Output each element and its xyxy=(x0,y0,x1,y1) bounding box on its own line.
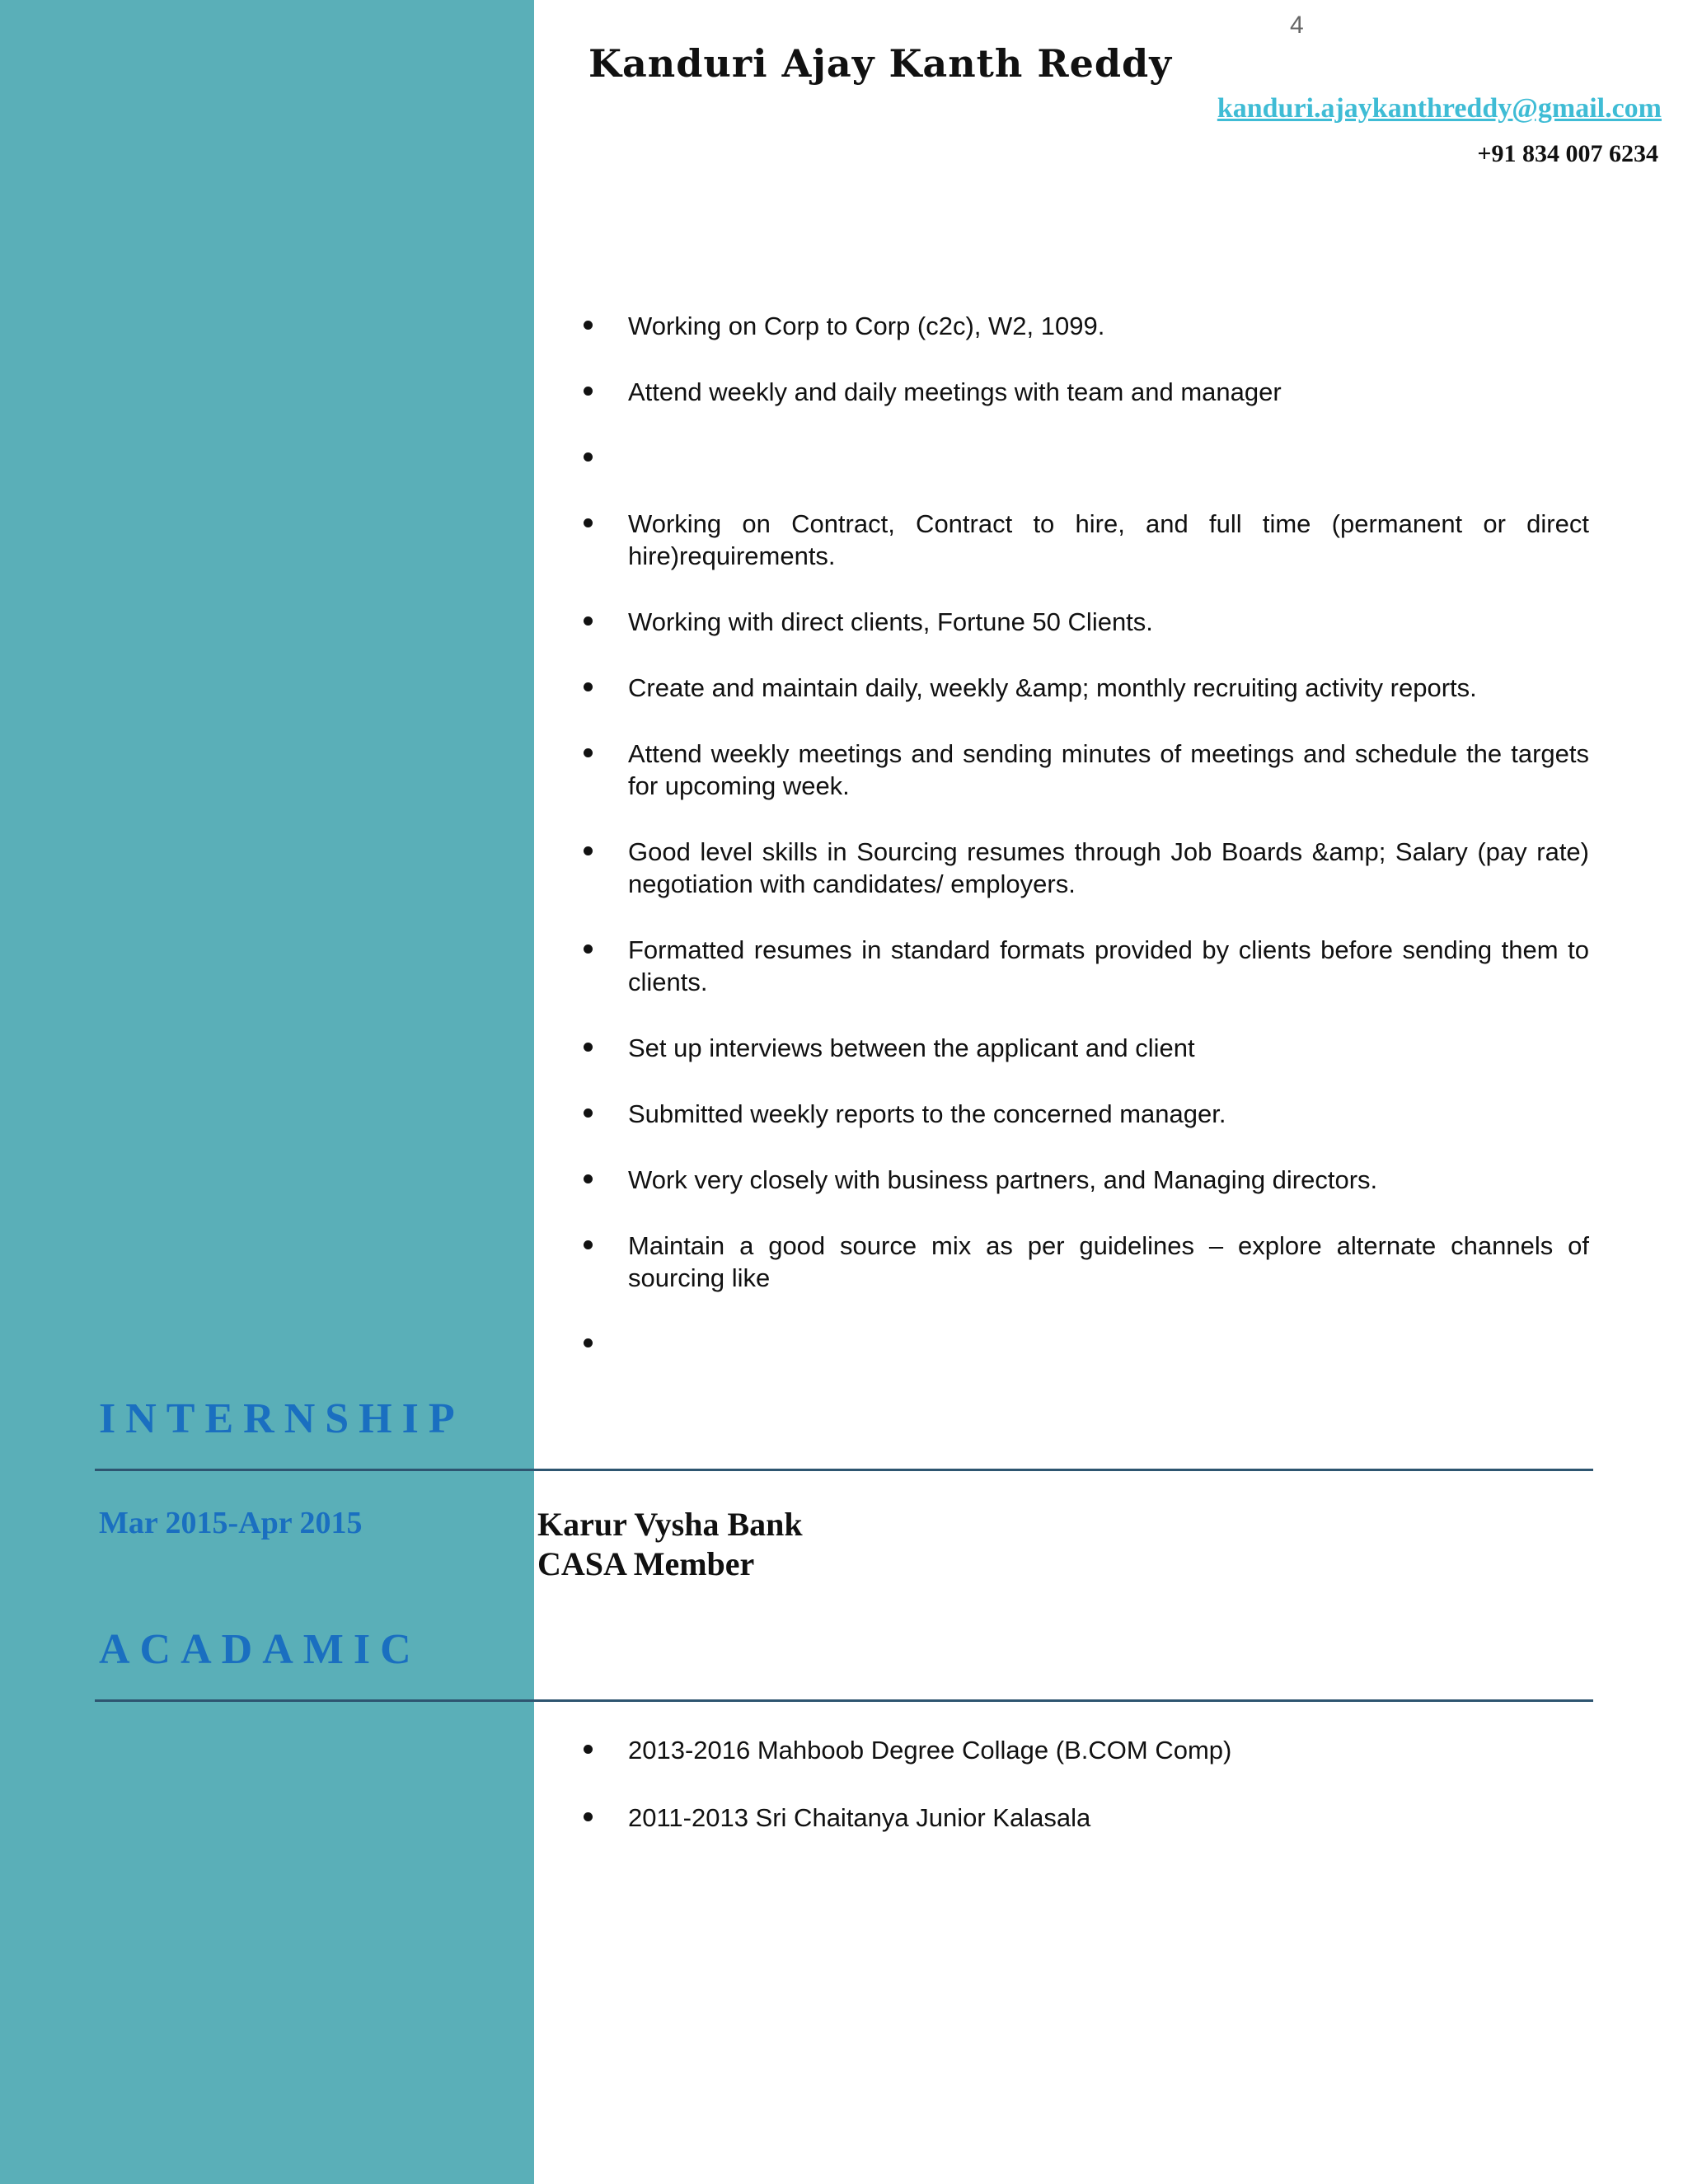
candidate-name: Kanduri Ajay Kanth Reddy xyxy=(588,41,1172,86)
bullet-dot-icon xyxy=(584,387,593,396)
bullet-dot-icon xyxy=(584,1338,593,1347)
bullet-text: Create and maintain daily, weekly &amp; monthly recruiting activity reports. xyxy=(628,673,1477,702)
experience-bullet-item xyxy=(577,738,1589,802)
page-number: 4 xyxy=(1290,12,1304,39)
experience-bullet-item xyxy=(577,508,1589,572)
academic-divider xyxy=(95,1699,1593,1702)
bullet-text: Formatted resumes in standard formats provided by clients before sending them to clients. xyxy=(628,935,1589,996)
bullet-dot-icon xyxy=(584,1043,593,1052)
experience-bullet-item xyxy=(577,836,1589,900)
bullet-text: Submitted weekly reports to the concerned manager. xyxy=(628,1099,1226,1128)
experience-bullet-item xyxy=(577,1230,1589,1294)
bullet-text: Set up interviews between the applicant and client xyxy=(628,1033,1195,1062)
experience-bullet-item xyxy=(577,934,1589,998)
experience-bullet-item xyxy=(577,1098,1589,1130)
bullet-text: Working with direct clients, Fortune 50 Clients. xyxy=(628,607,1153,636)
bullet-dot-icon xyxy=(584,616,593,626)
left-sidebar xyxy=(0,0,534,2184)
bullet-dot-icon xyxy=(584,944,593,954)
email-link[interactable]: kanduri.ajaykanthreddy@gmail.com xyxy=(1217,93,1662,124)
experience-bullet-item xyxy=(577,1328,1589,1360)
bullet-text: Maintain a good source mix as per guidelines – explore alternate channels of sourcing like xyxy=(628,1231,1589,1292)
bullet-text: Working on Contract, Contract to hire, and full time (permanent or direct hire)requirements. xyxy=(628,509,1589,570)
experience-list xyxy=(577,310,1589,1394)
academic-text: 2013-2016 Mahboob Degree Collage (B.COM Comp) xyxy=(628,1736,1232,1765)
internship-heading: INTERNSHIP xyxy=(99,1395,465,1442)
bullet-dot-icon xyxy=(584,452,593,462)
phone-number: +91 834 007 6234 xyxy=(1477,140,1658,167)
bullet-text: Work very closely with business partners, and Managing directors. xyxy=(628,1165,1378,1194)
bullet-dot-icon xyxy=(584,321,593,330)
bullet-dot-icon xyxy=(584,1745,593,1754)
bullet-text: Good level skills in Sourcing resumes through Job Boards &amp; Salary (pay rate) negotiation with candidates/ employers. xyxy=(628,837,1589,898)
internship-role: CASA Member xyxy=(537,1545,755,1582)
bullet-dot-icon xyxy=(584,518,593,527)
experience-bullet-item xyxy=(577,606,1589,638)
experience-bullet-item xyxy=(577,1164,1589,1196)
academic-list xyxy=(577,1734,1589,1869)
bullet-dot-icon xyxy=(584,1108,593,1118)
bullet-text: Working on Corp to Corp (c2c), W2, 1099. xyxy=(628,312,1105,340)
bullet-dot-icon xyxy=(584,1174,593,1183)
academic-text: 2011-2013 Sri Chaitanya Junior Kalasala xyxy=(628,1803,1091,1832)
experience-bullet-item xyxy=(577,376,1589,408)
bullet-dot-icon xyxy=(584,846,593,855)
academic-heading: ACADAMIC xyxy=(99,1626,421,1673)
bullet-dot-icon xyxy=(584,748,593,757)
bullet-text: Attend weekly and daily meetings with team and manager xyxy=(628,377,1282,406)
bullet-dot-icon xyxy=(584,682,593,691)
experience-bullet-item xyxy=(577,672,1589,704)
experience-bullet-item xyxy=(577,1032,1589,1064)
academic-item xyxy=(577,1802,1589,1834)
academic-item xyxy=(577,1734,1589,1766)
internship-organization: Karur Vysha Bank xyxy=(537,1506,803,1543)
experience-bullet-item xyxy=(577,442,1589,474)
bullet-dot-icon xyxy=(584,1812,593,1821)
internship-date: Mar 2015-Apr 2015 xyxy=(99,1506,363,1540)
internship-divider xyxy=(95,1469,1593,1471)
internship-details xyxy=(537,1505,803,1584)
bullet-dot-icon xyxy=(584,1240,593,1249)
experience-bullet-item xyxy=(577,310,1589,342)
bullet-text: Attend weekly meetings and sending minutes of meetings and schedule the targets for upcoming week. xyxy=(628,739,1589,800)
